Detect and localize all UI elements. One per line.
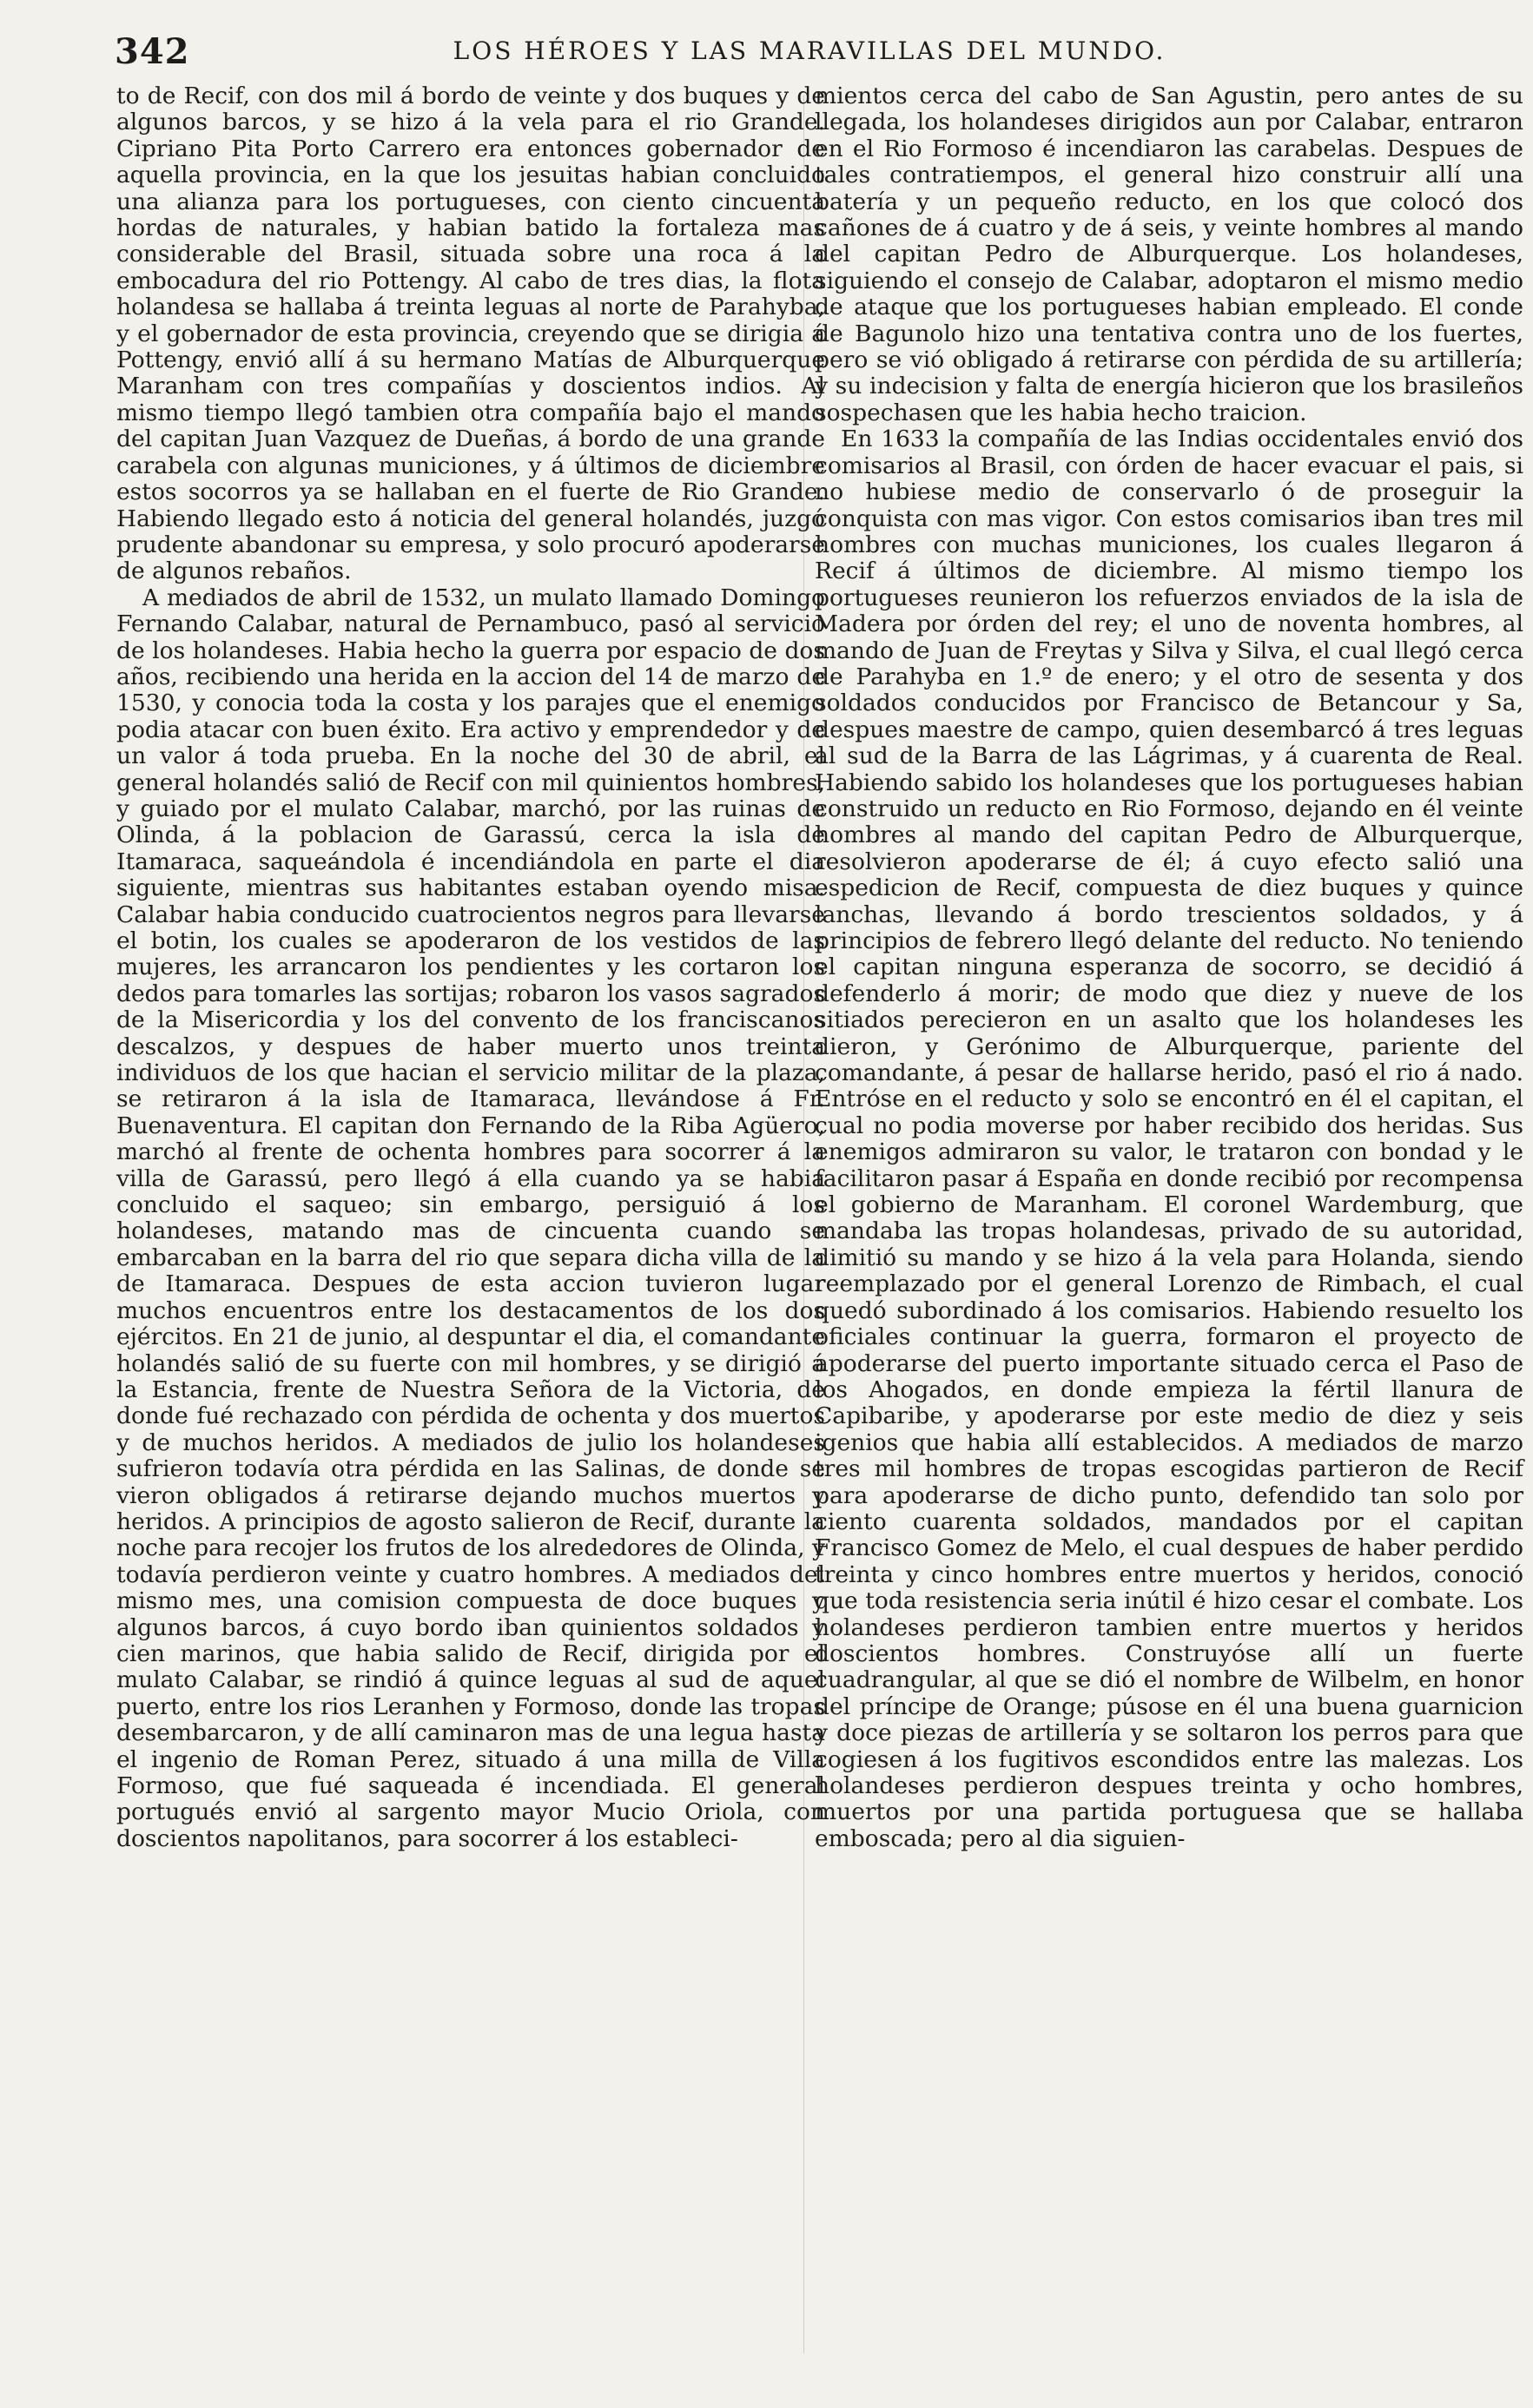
right-column bbox=[815, 83, 1523, 1852]
paragraph: A mediados de abril de 1532, un mulato llamado Domingo Fernando Calabar, natural de Pernambuco, pasó al servicio de los holandeses. Habia hecho la guerra por espacio de dos años, recibiendo una herida en la accion del 14 de marzo de 1530, y conocia toda la costa y los parajes que el enemigo podia atacar con buen éxito. Era activo y emprendedor y de un valor á toda prueba. En la noche del 30 de abril, el general holandés salió de Recif con mil quinientos hombres, y guiado por el mulato Calabar, marchó, por las ruinas de Olinda, á la poblacion de Garassú, cerca la isla de Itamaraca, saqueándola é incendiándola en parte el dia siguiente, mientras sus habitantes estaban oyendo misa. Calabar habia conducido cuatrocientos negros para llevarse el botin, los cuales se apoderaron de los vestidos de las mujeres, les arrancaron los pendientes y les cortaron los dedos para tomarles las sortijas; robaron los vasos sagrados de la Misericordia y los del convento de los franciscanos descalzos, y despues de haber muerto unos treinta individuos de los que hacian el servicio militar de la plaza, se retiraron á la isla de Itamaraca, llevándose á Fr. Buenaventura. El capitan don Fernando de la Riba Agüero, marchó al frente de ochenta hombres para socorrer á la villa de Garassú, pero llegó á ella cuando ya se habia concluido el saqueo; sin embargo, persiguió á los holandeses, matando mas de cincuenta cuando se embarcaban en la barra del rio que separa dicha villa de la de Itamaraca. Despues de esta accion tuvieron lugar muchos encuentros entre los destacamentos de los dos ejércitos. En 21 de junio, al despuntar el dia, el comandante holandés salió de su fuerte con mil hombres, y se dirigió á la Estancia, frente de Nuestra Señora de la Victoria, de donde fué rechazado con pérdida de ochenta y dos muertos y de muchos heridos. A mediados de julio los holandeses sufrieron todavía otra pérdida en las Salinas, de donde se vieron obligados á retirarse dejando muchos muertos y heridos. A principios de agosto salieron de Recif, durante la noche para recojer los frutos de los alrededores de Olinda, y todavía perdieron veinte y cuatro hombres. A mediados del mismo mes, una comision compuesta de doce buques y algunos barcos, á cuyo bordo iban quinientos soldados y cien marinos, que habia salido de Recif, dirigida por el mulato Calabar, se rindió á quince leguas al sud de aquel puerto, entre los rios Leranhen y Formoso, donde las tropas desembarcaron, y de allí caminaron mas de una legua hasta el ingenio de Roman Perez, situado á una milla de Villa Formoso, que fué saqueada é incendiada. El general portugués envió al sargento mayor Mucio Oriola, con doscientos napolitanos, para socorrer á los estableci- bbox=[116, 584, 825, 1852]
page-header bbox=[115, 31, 1504, 75]
paragraph: mientos cerca del cabo de San Agustin, pero antes de su llegada, los holandeses dirigidos aun por Calabar, entraron en el Rio Formoso é incendiaron las carabelas. Despues de tales contratiempos, el general hizo construir allí una batería y un pequeño reducto, en los que colocó dos cañones de á cuatro y de á seis, y veinte hombres al mando del capitan Pedro de Alburquerque. Los holandeses, siguiendo el consejo de Calabar, adoptaron el mismo medio de ataque que los portugueses habian empleado. El conde de Bagunolo hizo una tentativa contra uno de los fuertes, pero se vió obligado á retirarse con pérdida de su artillería; y su indecision y falta de energía hicieron que los brasileños sospechasen que les habia hecho traicion. bbox=[815, 82, 1523, 426]
left-column bbox=[116, 83, 825, 1852]
paragraph: En 1633 la compañía de las Indias occidentales envió dos comisarios al Brasil, con órden de hacer evacuar el pais, si no hubiese medio de conservarlo ó de proseguir la conquista con mas vigor. Con estos comisarios iban tres mil hombres con muchas municiones, los cuales llegaron á Recif á últimos de diciembre. Al mismo tiempo los portugueses reunieron los refuerzos enviados de la isla de Madera por órden del rey; el uno de noventa hombres, al mando de Juan de Freytas y Silva y Silva, el cual llegó cerca de Parahyba en 1.º de enero; y el otro de sesenta y dos soldados conducidos por Francisco de Betancour y Sa, despues maestre de campo, quien desembarcó á tres leguas al sud de la Barra de las Lágrimas, y á cuarenta de Real. Habiendo sabido los holandeses que los portugueses habian construido un reducto en Rio Formoso, dejando en él veinte hombres al mando del capitan Pedro de Alburquerque, resolvieron apoderarse de él; á cuyo efecto salió una espedicion de Recif, compuesta de diez buques y quince lanchas, llevando á bordo trescientos soldados, y á principios de febrero llegó delante del reducto. No teniendo el capitan ninguna esperanza de socorro, se decidió á defenderlo á morir; de modo que diez y nueve de los sitiados perecieron en un asalto que los holandeses les dieron, y Gerónimo de Alburquerque, pariente del comandante, á pesar de hallarse herido, pasó el rio á nado. Entróse en el reducto y solo se encontró en él el capitan, el cual no podia moverse por haber recibido dos heridas. Sus enemigos admiraron su valor, le trataron con bondad y le facilitaron pasar á España en donde recibió por recompensa el gobierno de Maranham. El coronel Wardemburg, que mandaba las tropas holandesas, privado de su autoridad, dimitió su mando y se hizo á la vela para Holanda, siendo reemplazado por el general Lorenzo de Rimbach, el cual quedó subordinado á los comisarios. Habiendo resuelto los oficiales continuar la guerra, formaron el proyecto de apoderarse del puerto importante situado cerca el Paso de los Ahogados, en donde empieza la fértil llanura de Capibaribe, y apoderarse por este medio de diez y seis igenios que habia allí establecidos. A mediados de marzo tres mil hombres de tropas escogidas partieron de Recif para apoderarse de dicho punto, defendido tan solo por ciento cuarenta soldados, mandados por el capitan Francisco Gomez de Melo, el cual despues de haber perdido treinta y cinco hombres entre muertos y heridos, conoció que toda resistencia seria inútil é hizo cesar el combate. Los holandeses perdieron tambien entre muertos y heridos doscientos hombres. Construyóse allí un fuerte cuadrangular, al que se dió el nombre de Wilbelm, en honor del príncipe de Orange; púsose en él una buena guarnicion y doce piezas de artillería y se soltaron los perros para que cogiesen á los fugitivos escondidos entre las malezas. Los holandeses perdieron despues treinta y ocho hombres, muertos por una partida portuguesa que se hallaba emboscada; pero al dia siguien- bbox=[815, 426, 1523, 1852]
page-number: 342 bbox=[115, 31, 190, 72]
paragraph: to de Recif, con dos mil á bordo de veinte y dos buques y de algunos barcos, y se hizo á la vela para el rio Grande. Cipriano Pita Porto Carrero era entonces gobernador de aquella provincia, en la que los jesuitas habian concluido una alianza para los portugueses, con ciento cincuenta hordas de naturales, y habian batido la fortaleza mas considerable del Brasil, situada sobre una roca á la embocadura del rio Pottengy. Al cabo de tres dias, la flota holandesa se hallaba á treinta leguas al norte de Parahyba, y el gobernador de esta provincia, creyendo que se dirigia á Pottengy, envió allí á su hermano Matías de Alburquerque Maranham con tres compañías y doscientos indios. Al mismo tiempo llegó tambien otra compañía bajo el mando del capitan Juan Vazquez de Dueñas, á bordo de una grande carabela con algunas municiones, y á últimos de diciembre estos socorros ya se hallaban en el fuerte de Rio Grande. Habiendo llegado esto á noticia del general holandés, juzgó prudente abandonar su empresa, y solo procuró apoderarse de algunos rebaños. bbox=[116, 82, 825, 585]
running-title: LOS HÉROES Y LAS MARAVILLAS DEL MUNDO. bbox=[453, 36, 1166, 65]
